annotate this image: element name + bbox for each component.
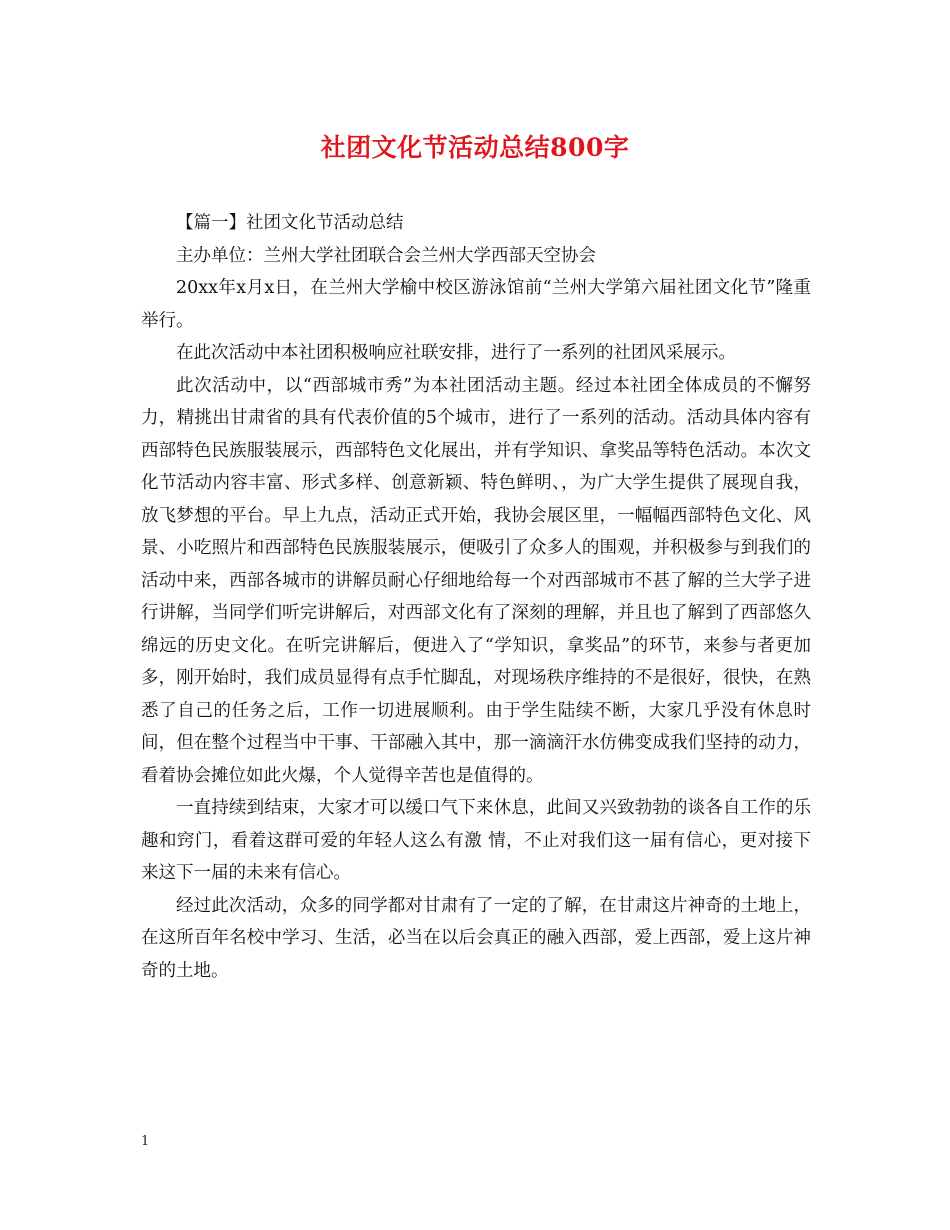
paragraph: 一直持续到结束，大家才可以缓口气下来休息，此间又兴致勃勃的谈各自工作的乐趣和窍门，看着这群可爱的年轻人这么有激 情，不止对我们这一届有信心，更对接下来这下一届的未来有信心。: [141, 798, 811, 883]
page-number: 1: [141, 1134, 150, 1149]
paragraph: 20xx年x月x日，在兰州大学榆中校区游泳馆前“兰州大学第六届社团文化节”隆重举行。: [141, 278, 811, 331]
paragraph: 此次活动中，以“西部城市秀”为本社团活动主题。经过本社团全体成员的不懈努力，精挑出甘肃省的具有代表价值的5个城市，进行了一系列的活动。活动具体内容有西部特色民族服装展示，西部特色文化展出，并有学知识、拿奖品等特色活动。本次文化节活动内容丰富、形式多样、创意新颖、特色鲜明、，为广大学生提供了展现自我，放飞梦想的平台。早上九点，活动正式开始，我协会展区里，一幅幅西部特色文化、风景、小吃照片和西部特色民族服装展示，便吸引了众多人的围观，并积极参与到我们的活动中来，西部各城市的讲解员耐心仔细地给每一个对西部城市不甚了解的兰大学子进行讲解，当同学们听完讲解后，对西部文化有了深刻的理解，并且也了解到了西部悠久绵远的历史文化。在听完讲解后，便进入了“学知识，拿奖品”的环节，来参与者更加多，刚开始时，我们成员显得有点手忙脚乱，对现场秩序维持的不是很好，很快，在熟悉了自己的任务之后，工作一切进展顺利。由于学生陆续不断，大家几乎没有休息时间，但在整个过程当中干事、干部融入其中，那一滴滴汗水仿佛变成我们坚持的动力，看着协会摊位如此火爆，个人觉得辛苦也是值得的。: [141, 375, 811, 786]
organizer-line: 主办单位：兰州大学社团联合会兰州大学西部天空协会: [176, 245, 596, 266]
paragraph: 在此次活动中本社团积极响应社联安排，进行了一系列的社团风采展示。: [176, 343, 736, 363]
document-title: 社团文化节活动总结800字: [320, 133, 630, 162]
document-body: [141, 207, 811, 987]
paragraph: 经过此次活动，众多的同学都对甘肃有了一定的了解，在甘肃这片神奇的土地上，在这所百年名校中学习、生活，必当在以后会真正的融入西部，爱上西部，爱上这片神奇的土地。: [141, 895, 811, 981]
section-heading: 【篇一】社团文化节活动总结: [176, 213, 404, 233]
